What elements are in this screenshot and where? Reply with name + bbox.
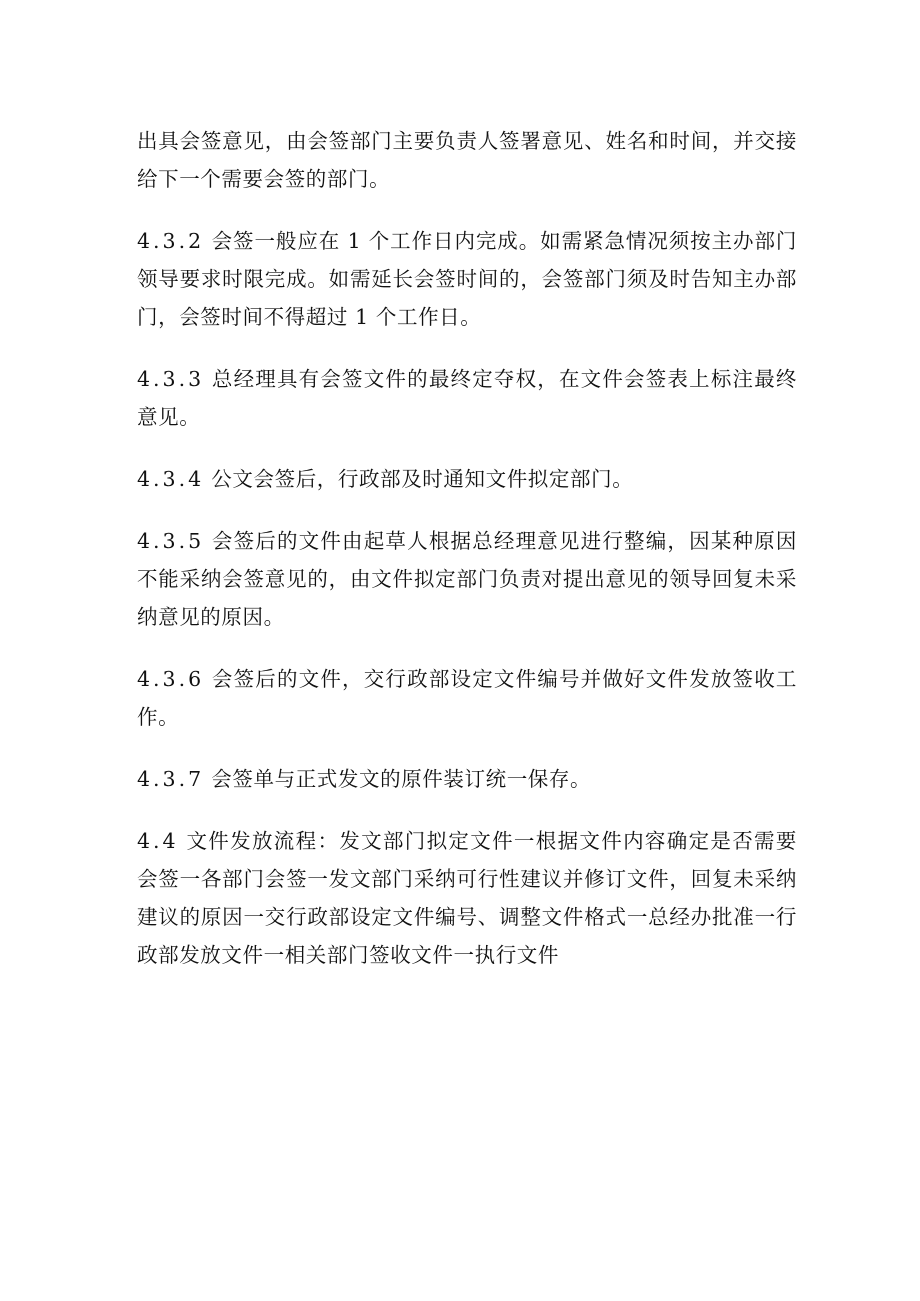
document-body	[137, 122, 797, 998]
paragraph-4-4	[137, 822, 797, 974]
paragraph-4-3-6	[137, 660, 797, 736]
paragraph-text: 会签后的文件由起草人根据总经理意见进行整编，因某种原因不能采纳会签意见的，由文件拟定部门负责对提出意见的领导回复未采纳意见的原因。	[137, 529, 797, 629]
section-number: 4.3.2	[137, 229, 205, 253]
paragraph-text: 公文会签后，行政部及时通知文件拟定部门。	[211, 467, 634, 491]
section-number: 4.3.3	[137, 367, 205, 391]
paragraph-4-3-4	[137, 460, 797, 498]
section-number: 4.3.5	[137, 529, 205, 553]
paragraph-4-3-7	[137, 760, 797, 798]
paragraph-4-3-2	[137, 222, 797, 336]
paragraph-4-3-3	[137, 360, 797, 436]
section-number: 4.3.7	[137, 767, 205, 791]
section-number: 4.3.6	[137, 667, 205, 691]
section-number: 4.4	[137, 829, 179, 853]
paragraph-text: 会签后的文件，交行政部设定文件编号并做好文件发放签收工作。	[137, 667, 797, 729]
paragraph-text: 出具会签意见，由会签部门主要负责人签署意见、姓名和时间，并交接给下一个需要会签的部门。	[137, 129, 797, 191]
paragraph-4-3-5	[137, 522, 797, 636]
paragraph-continuation	[137, 122, 797, 198]
section-number: 4.3.4	[137, 467, 205, 491]
paragraph-text: 会签一般应在 1 个工作日内完成。如需紧急情况须按主办部门领导要求时限完成。如需延长会签时间的，会签部门须及时告知主办部门，会签时间不得超过 1 个工作日。	[137, 229, 797, 329]
paragraph-text: 会签单与正式发文的原件装订统一保存。	[211, 767, 592, 791]
paragraph-text: 文件发放流程：发文部门拟定文件一根据文件内容确定是否需要会签一各部门会签一发文部门采纳可行性建议并修订文件，回复未采纳建议的原因一交行政部设定文件编号、调整文件格式一总经办批准一行政部发放文件一相关部门签收文件一执行文件	[137, 829, 797, 967]
paragraph-text: 总经理具有会签文件的最终定夺权，在文件会签表上标注最终意见。	[137, 367, 797, 429]
